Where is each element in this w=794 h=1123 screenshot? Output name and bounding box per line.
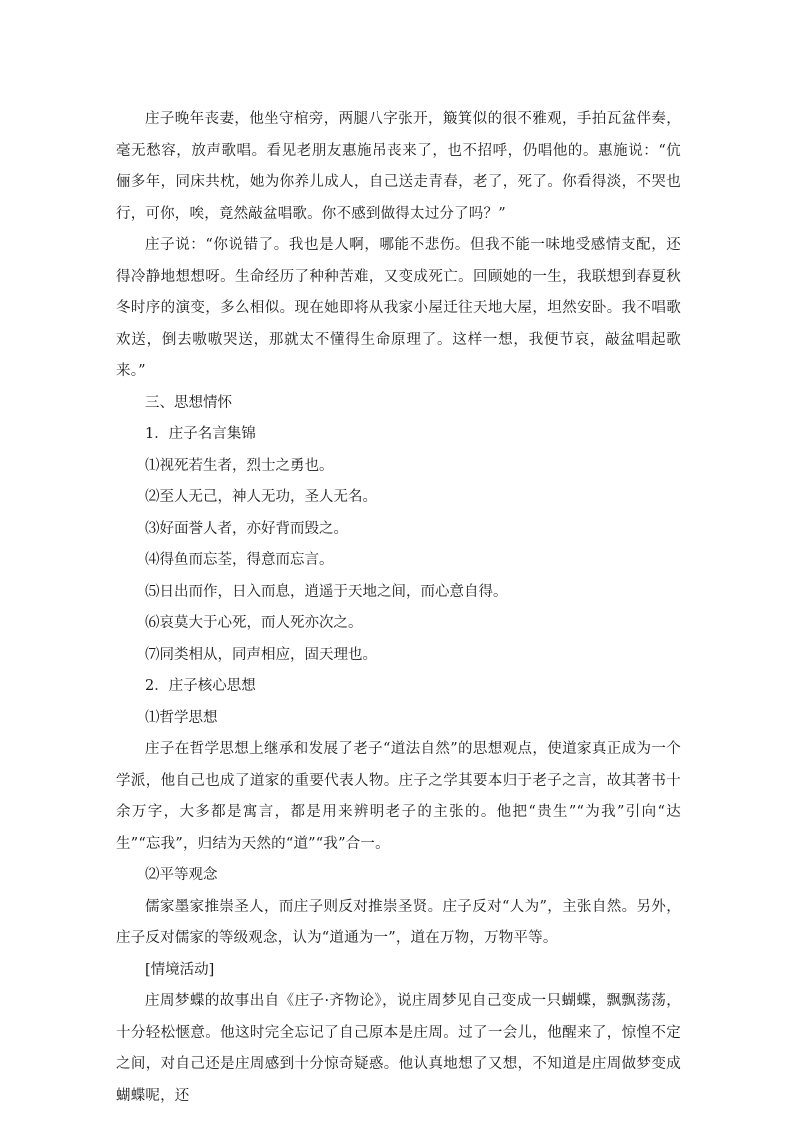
quote-item: ⑺同类相从，同声相应，固天理也。	[145, 646, 377, 663]
activity-paragraph: 庄周梦蝶的故事出自《庄子·齐物论》，说庄周梦见自己变成一只蝴蝶，飘飘荡荡，十分轻松惬意。他这时完全忘记了自己原本是庄周。过了一会儿，他醒来了，惊惶不定之间，对自己还是庄周感到十分惊奇疑惑。他认真地想了又想，不知道是庄周做梦变成蝴蝶呢，还	[116, 993, 681, 1104]
subsection-title-core-thoughts: 2．庄子核心思想	[145, 678, 256, 694]
quote-item: ⑶好面誉人者，亦好背而毁之。	[145, 520, 348, 537]
story-paragraph-1: 庄子晚年丧妻，他坐守棺旁，两腿八字张开，簸箕似的很不雅观，手拍瓦盆伴奏，毫无愁容，放声歌唱。看见老朋友惠施吊丧来了，也不招呼，仍唱他的。惠施说：“伉俪多年，同床共枕，她为你养儿成人，自己送走青春，老了，死了。你看得淡，不哭也行，可你，唉，竟然敲盆唱歌。你不感到做得太过分了吗？”	[116, 111, 681, 222]
equality-heading: ⑵平等观念	[145, 867, 218, 883]
philosophy-heading: ⑴哲学思想	[145, 709, 218, 726]
document-content	[116, 0, 681, 1112]
quote-item: ⑸日出而作，日入而息，逍遥于天地之间，而心意自得。	[145, 583, 508, 600]
subsection-title-quotes: 1．庄子名言集锦	[145, 426, 256, 442]
document-page	[116, 0, 681, 1123]
quote-item: ⑷得鱼而忘荃，得意而忘言。	[145, 552, 334, 568]
equality-paragraph: 儒家墨家推崇圣人，而庄子则反对推崇圣贤。庄子反对“人为”，主张自然。另外，庄子反对儒家的等级观念，认为“道通为一”，道在万物，万物平等。	[116, 898, 681, 946]
story-paragraph-2: 庄子说：“你说错了。我也是人啊，哪能不悲伤。但我不能一味地受感情支配，还得冷静地想想呀。生命经历了种种苦难，又变成死亡。回顾她的一生，我联想到春夏秋冬时序的演变，多么相似。现在她即将从我家小屋迁往天地大屋，坦然安卧。我不唱歌欢送，倒去嗷嗷哭送，那就太不懂得生命原理了。这样一想，我便节哀，敲盆唱起歌来。”	[116, 237, 681, 379]
quote-item: ⑵至人无己，神人无功，圣人无名。	[145, 489, 377, 505]
section-title: 三、思想情怀	[145, 394, 232, 411]
philosophy-paragraph: 庄子在哲学思想上继承和发展了老子“道法自然”的思想观点，使道家真正成为一个学派，他自己也成了道家的重要代表人物。庄子之学其要本归于老子之言，故其著书十余万字，大多都是寓言，都是用来辨明老子的主张的。他把“贵生”“为我”引向“达生”“忘我”，归结为天然的“道”“我”合一。	[116, 741, 681, 852]
quote-item: ⑴视死若生者，烈士之勇也。	[145, 457, 334, 474]
activity-heading: [情境活动]	[145, 961, 215, 978]
quotes-list	[116, 451, 681, 672]
quote-item: ⑹哀莫大于心死，而人死亦次之。	[145, 615, 363, 631]
